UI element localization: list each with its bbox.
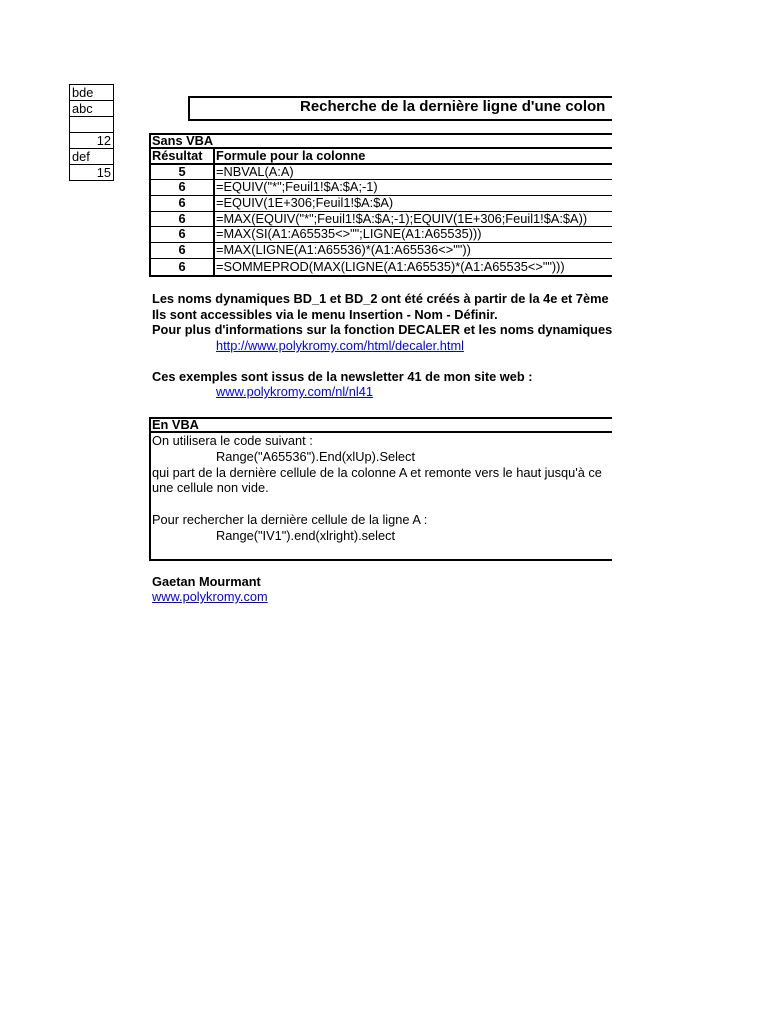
cell-a6: 15: [69, 165, 114, 181]
page-title: Recherche de la dernière ligne d'une colon: [300, 98, 606, 115]
result-cell: 5: [151, 165, 215, 180]
en-vba-heading: En VBA: [151, 419, 612, 433]
formula-cell: =NBVAL(A:A): [216, 163, 294, 179]
menu-access-note: Ils sont accessibles via le menu Insertion - Nom - Définir.: [152, 307, 498, 322]
vba-text-line: On utilisera le code suivant :: [152, 433, 313, 448]
result-cell: 6: [151, 243, 215, 258]
dynamic-names-note: Les noms dynamiques BD_1 et BD_2 ont été créés à partir de la 4e et 7ème: [152, 291, 609, 306]
table-row: [151, 259, 612, 275]
table-row: [151, 165, 612, 181]
formula-cell: =MAX(EQUIV("*";Feuil1!$A:$A;-1);EQUIV(1E+306;Feuil1!$A:$A)): [216, 210, 588, 226]
cell-a1: bde: [69, 85, 114, 101]
table-row: [151, 180, 612, 196]
vba-code-line: Range("IV1").end(xlright).select: [216, 527, 396, 543]
table-header-row: [151, 149, 612, 165]
cell-a3-empty: [69, 117, 114, 133]
title-box: [188, 96, 612, 121]
table-row: [151, 227, 612, 243]
result-cell: 6: [151, 259, 215, 275]
formula-cell: =MAX(LIGNE(A1:A65536)*(A1:A65536<>"")): [216, 242, 471, 258]
result-cell: 6: [151, 196, 215, 211]
vba-text-line: Pour rechercher la dernière cellule de la ligne A :: [152, 511, 428, 527]
result-cell: 6: [151, 212, 215, 227]
cell-a5: def: [69, 149, 114, 165]
table-row: [151, 196, 612, 212]
cell-a4: 12: [69, 133, 114, 149]
newsletter-note: Ces exemples sont issus de la newsletter 41 de mon site web :: [152, 369, 533, 384]
column-a-cells: [69, 84, 114, 181]
formula-cell: =EQUIV(1E+306;Feuil1!$A:$A): [216, 195, 394, 211]
cell-a2: abc: [69, 101, 114, 117]
formula-cell: =EQUIV("*";Feuil1!$A:$A;-1): [216, 179, 378, 195]
newsletter-link[interactable]: www.polykromy.com/nl/nl41: [216, 384, 373, 399]
en-vba-box: [149, 417, 612, 561]
author-name: Gaetan Mourmant: [152, 574, 261, 589]
table-row: [151, 212, 612, 228]
more-info-note: Pour plus d'informations sur la fonction DECALER et les noms dynamiques: [152, 322, 612, 337]
sans-vba-table: [149, 133, 612, 277]
decaler-link[interactable]: http://www.polykromy.com/html/decaler.html: [216, 338, 464, 353]
vba-empty-line: [151, 544, 612, 560]
sans-vba-heading: Sans VBA: [151, 135, 612, 149]
formula-cell: =SOMMEPROD(MAX(LIGNE(A1:A65535)*(A1:A65535<>""))): [216, 258, 565, 274]
table-row: [151, 243, 612, 259]
formula-cell: =MAX(SI(A1:A65535<>"";LIGNE(A1:A65535))): [216, 226, 482, 242]
formula-column-header: Formule pour la colonne: [216, 148, 366, 163]
result-cell: 6: [151, 227, 215, 242]
result-cell: 6: [151, 180, 215, 195]
vba-text-line: qui part de la dernière cellule de la colonne A et remonte vers le haut jusqu'à ce: [152, 464, 602, 480]
vba-code-line: Range("A65536").End(xlUp).Select: [216, 448, 416, 464]
author-site-link[interactable]: www.polykromy.com: [152, 589, 268, 604]
result-column-header: Résultat: [151, 149, 215, 163]
vba-text-line: une cellule non vide.: [152, 480, 269, 496]
vba-empty-line: [151, 496, 612, 512]
